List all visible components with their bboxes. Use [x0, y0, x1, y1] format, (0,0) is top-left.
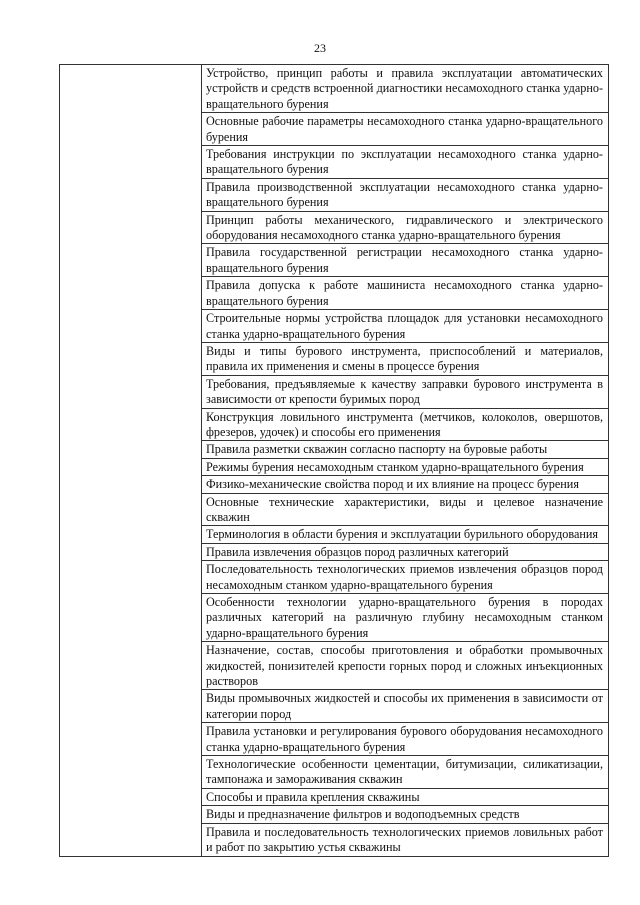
- table-cell-text: Способы и правила крепления скважины: [202, 789, 609, 806]
- table-cell-text: Назначение, состав, способы приготовления и обработки промывочных жидкостей, понизителей крепости горных пород и сложных инъекционных растворов: [202, 642, 609, 690]
- table-cell-text: Устройство, принцип работы и правила эксплуатации автоматических устройств и средств встроенной диагностики несамоходного станка ударно-вращательного бурения: [202, 65, 609, 113]
- table-cell-empty: [60, 179, 202, 212]
- table-cell-empty: [60, 756, 202, 789]
- table-cell-text: Правила допуска к работе машиниста несамоходного станка ударно-вращательного бурения: [202, 277, 609, 310]
- table-cell-empty: [60, 310, 202, 343]
- table-row: [60, 277, 609, 310]
- table-row: [60, 476, 609, 493]
- table-row: [60, 526, 609, 543]
- table-row: [60, 459, 609, 476]
- table-cell-text: Правила производственной эксплуатации несамоходного станка ударно-вращательного бурения: [202, 179, 609, 212]
- table-cell-empty: [60, 824, 202, 857]
- table-row: [60, 244, 609, 277]
- table-cell-text: Конструкция ловильного инструмента (метчиков, колоколов, овершотов, фрезеров, удочек) и способы его применения: [202, 409, 609, 442]
- table-cell-text: Виды и предназначение фильтров и водоподъемных средств: [202, 806, 609, 823]
- table-cell-empty: [60, 690, 202, 723]
- table-row: [60, 642, 609, 690]
- table-cell-empty: [60, 789, 202, 806]
- table-row: [60, 756, 609, 789]
- table-row: [60, 113, 609, 146]
- table-cell-empty: [60, 594, 202, 642]
- table-cell-empty: [60, 723, 202, 756]
- table-cell-text: Виды промывочных жидкостей и способы их применения в зависимости от категории пород: [202, 690, 609, 723]
- table-cell-empty: [60, 459, 202, 476]
- table-row: [60, 806, 609, 823]
- table-row: [60, 409, 609, 442]
- table-cell-text: Требования, предъявляемые к качеству заправки бурового инструмента в зависимости от крепости буримых пород: [202, 376, 609, 409]
- table-cell-text: Режимы бурения несамоходным станком ударно-вращательного бурения: [202, 459, 609, 476]
- table-cell-text: Правила и последовательность технологических приемов ловильных работ и работ по закрытию устья скважины: [202, 824, 609, 857]
- table-row: [60, 544, 609, 561]
- table-cell-empty: [60, 441, 202, 458]
- table-cell-empty: [60, 494, 202, 527]
- table-row: [60, 723, 609, 756]
- table-row: [60, 494, 609, 527]
- table-cell-text: Принцип работы механического, гидравлического и электрического оборудования несамоходного станка ударно-вращательного бурения: [202, 212, 609, 245]
- table-row: [60, 310, 609, 343]
- table-row: [60, 343, 609, 376]
- table-cell-empty: [60, 343, 202, 376]
- table-cell-text: Правила разметки скважин согласно паспорту на буровые работы: [202, 441, 609, 458]
- table-cell-empty: [60, 476, 202, 493]
- table-cell-empty: [60, 244, 202, 277]
- table-cell-text: Особенности технологии ударно-вращательного бурения в породах различных категорий на различную глубину несамоходным станком ударно-вращательного бурения: [202, 594, 609, 642]
- table-row: [60, 179, 609, 212]
- table-cell-text: Основные рабочие параметры несамоходного станка ударно-вращательного бурения: [202, 113, 609, 146]
- table-cell-empty: [60, 526, 202, 543]
- table-cell-empty: [60, 561, 202, 594]
- table-row: [60, 824, 609, 857]
- table-cell-text: Правила государственной регистрации несамоходного станка ударно-вращательного бурения: [202, 244, 609, 277]
- table-cell-text: Основные технические характеристики, виды и целевое назначение скважин: [202, 494, 609, 527]
- table-row: [60, 441, 609, 458]
- table-cell-text: Физико-механические свойства пород и их влияние на процесс бурения: [202, 476, 609, 493]
- table-cell-empty: [60, 146, 202, 179]
- table-cell-text: Строительные нормы устройства площадок для установки несамоходного станка ударно-вращательного бурения: [202, 310, 609, 343]
- table-cell-empty: [60, 544, 202, 561]
- table-cell-empty: [60, 212, 202, 245]
- table-row: [60, 146, 609, 179]
- requirements-table: [59, 64, 609, 857]
- table-cell-empty: [60, 806, 202, 823]
- table-cell-text: Терминология в области бурения и эксплуатации бурильного оборудования: [202, 526, 609, 543]
- table-cell-text: Правила извлечения образцов пород различных категорий: [202, 544, 609, 561]
- table-cell-empty: [60, 409, 202, 442]
- table-row: [60, 789, 609, 806]
- table-row: [60, 65, 609, 113]
- table-cell-text: Виды и типы бурового инструмента, приспособлений и материалов, правила их применения и смены в процессе бурения: [202, 343, 609, 376]
- table-cell-empty: [60, 642, 202, 690]
- page-number: 23: [314, 41, 326, 55]
- table-cell-text: Требования инструкции по эксплуатации несамоходного станка ударно-вращательного бурения: [202, 146, 609, 179]
- table-row: [60, 690, 609, 723]
- table-cell-empty: [60, 376, 202, 409]
- table-row: [60, 376, 609, 409]
- table-cell-empty: [60, 113, 202, 146]
- table-cell-text: Технологические особенности цементации, битумизации, силикатизации, тампонажа и замораживания скважин: [202, 756, 609, 789]
- table-row: [60, 212, 609, 245]
- table-row: [60, 561, 609, 594]
- table-cell-text: Правила установки и регулирования бурового оборудования несамоходного станка ударно-вращательного бурения: [202, 723, 609, 756]
- table-row: [60, 594, 609, 642]
- table-cell-empty: [60, 277, 202, 310]
- table-cell-empty: [60, 65, 202, 113]
- table-cell-text: Последовательность технологических приемов извлечения образцов пород несамоходным станком ударно-вращательного бурения: [202, 561, 609, 594]
